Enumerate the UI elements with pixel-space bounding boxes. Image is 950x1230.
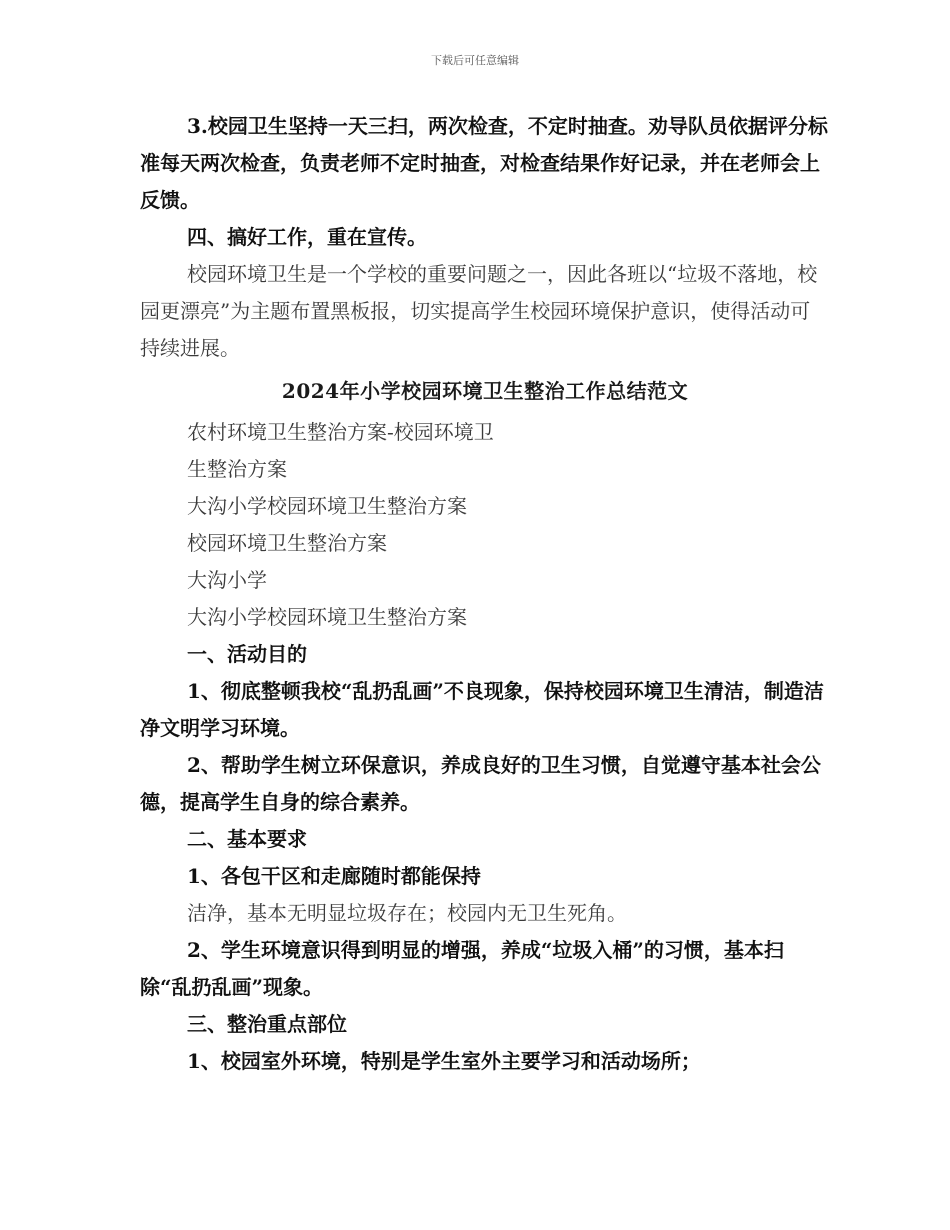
document-title: 2024年小学校园环境卫生整治工作总结范文: [281, 379, 689, 403]
line-campus-plan: 校园环境卫生整治方案: [187, 531, 387, 555]
heading-basic-requirements: 二、基本要求: [187, 827, 307, 851]
line-rural-plan: 农村环境卫生整治方案-校园环境卫: [187, 420, 494, 444]
paragraph-purpose-2: 2、帮助学生树立环保意识，养成良好的卫生习惯，自觉遵守基本社会公德，提高学生自身的综合素养。: [140, 753, 821, 814]
line-school-plan-1: 大沟小学校园环境卫生整治方案: [187, 494, 467, 518]
heading-activity-purpose: 一、活动目的: [187, 642, 307, 666]
line-plan-continued: 生整治方案: [187, 457, 287, 481]
paragraph-campus-hygiene-check: 3.校园卫生坚持一天三扫，两次检查，不定时抽查。劝导队员依据评分标准每天两次检查，负责老师不定时抽查，对检查结果作好记录，并在老师会上反馈。: [140, 114, 828, 212]
paragraph-requirement-2: 2、学生环境意识得到明显的增强，养成“垃圾入桶”的习惯，基本扫除“乱扔乱画”现象。: [140, 938, 784, 999]
paragraph-publicity: 校园环境卫生是一个学校的重要问题之一，因此各班以“垃圾不落地，校园更漂亮”为主题布置黑板报，切实提高学生校园环境保护意识，使得活动可持续进展。: [140, 262, 818, 360]
paragraph-purpose-1: 1、彻底整顿我校“乱扔乱画”不良现象，保持校园环境卫生清洁，制造洁净文明学习环境。: [140, 679, 824, 740]
paragraph-requirement-1-cont: 洁净，基本无明显垃圾存在；校园内无卫生死角。: [187, 901, 627, 925]
heading-section-four: 四、搞好工作，重在宣传。: [187, 225, 427, 249]
paragraph-key-area-1: 1、校园室外环境，特别是学生室外主要学习和活动场所；: [187, 1049, 701, 1073]
heading-key-areas: 三、整治重点部位: [187, 1012, 347, 1036]
document-body: [140, 108, 830, 1080]
paragraph-requirement-1: 1、各包干区和走廊随时都能保持: [187, 864, 481, 888]
page-header: 下载后可任意编辑: [431, 54, 519, 67]
line-school-name: 大沟小学: [187, 568, 267, 592]
line-school-plan-2: 大沟小学校园环境卫生整治方案: [187, 605, 467, 629]
